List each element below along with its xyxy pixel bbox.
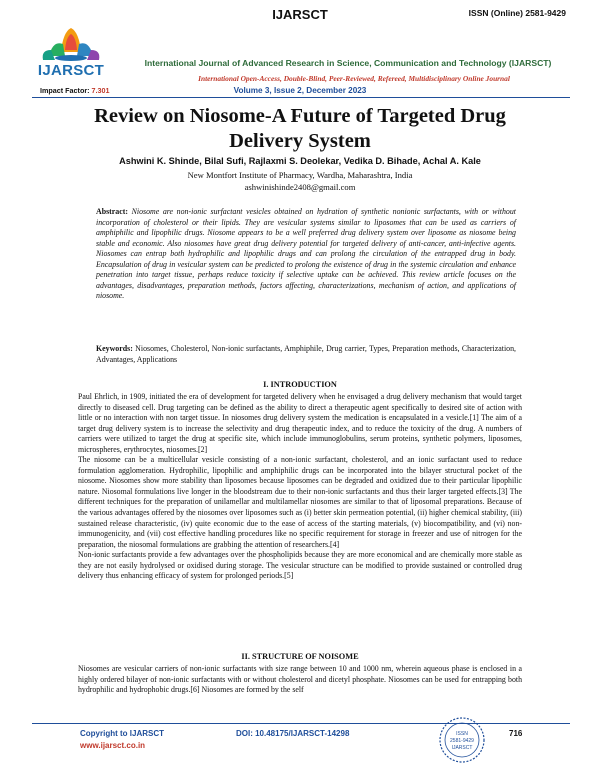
footer-rule [32, 723, 570, 724]
journal-short-name: IJARSCT [272, 7, 328, 22]
issn-stamp [438, 716, 486, 764]
paragraph: Niosomes are vesicular carriers of non-ionic surfactants with size range between 10 and 1000 nm, wherein aqueous phase is enclosed in a highly ordered bilayer of non-ionic surfactants with or without cholesterol and dicetyl phosphate. Niosomes can be used for entrapping both hydrophilic and hydrophobic drugs.[6] Niosomes are formed by the self [78, 664, 522, 695]
introduction-body [78, 392, 522, 582]
keywords-text: Niosomes, Cholesterol, Non-ionic surfactants, Amphiphile, Drug carrier, Types, Preparation methods, Characterization, Advantages, Applications [96, 344, 516, 364]
impact-value: 7.301 [91, 86, 110, 95]
keywords [96, 344, 516, 365]
stamp-line2: 2581-9429 [450, 738, 474, 744]
footer-doi: DOI: 10.48175/IJARSCT-14298 [236, 729, 350, 738]
impact-label: Impact Factor: [40, 86, 90, 95]
section-heading-structure: II. STRUCTURE OF NOISOME [241, 652, 359, 661]
header-rule [32, 97, 570, 98]
paragraph: Non-ionic surfactants provide a few advantages over the phospholipids because they are more economical and are chemically more stable as they are not easily hydrolysed or oxidised during storage. The vesicular structure can be modified to provide sustained or controlled drug delivery thus enhancing efficacy of system for prolonged periods.[5] [78, 550, 522, 581]
logo-text: IJARSCT [37, 62, 105, 79]
keywords-label: Keywords: [96, 344, 133, 353]
structure-body [78, 664, 522, 696]
footer-url-link[interactable]: www.ijarsct.co.in [80, 741, 146, 750]
abstract-label: Abstract: [96, 207, 128, 216]
authors: Ashwini K. Shinde, Bilal Sufi, Rajlaxmi S. Deolekar, Vedika D. Bihade, Achal A. Kale [119, 156, 481, 166]
abstract [96, 207, 516, 302]
paragraph: The niosome can be a multicellular vesicle consisting of a non-ionic surfactant, cholesterol, and an ionic surfactant used to reduce formulation agglomeration. Hydrophilic, lipophilic and amphiphilic drugs can be incorporated into the bilayer structural pocket of the niosome. Niosomes show more stability than liposomes because liposomes can be degraded and oxidized due to their particular lipophilic nature. Niosomal formulations live longer in the bloodstream due to their non-ionic surfactants and thus their larger targeted effects.[3] The different techniques for the preparation of unilamellar and multilamellar niosomes are similar to that of liposomal preparations. Because of the various advantages offered by the niosomes over liposomes such as (i) better skin permeation potential, (ii) higher chemical stability, (iii) sustained release characteristic, (iv) quite economic due to the ease of access of the starting materials, (v) biocompatibility, and (vi) non-immunogenicity, and (vii) cost effective handling procedures like no specific requirement for storage in freezer and use of nitrogen for the preparation, the niosomal formulations are grabbing the attention of researchers.[4] [78, 455, 522, 549]
ijarsct-logo [28, 24, 114, 90]
journal-subtitle: International Open-Access, Double-Blind, Peer-Reviewed, Refereed, Multidisciplinary Online Journal [198, 74, 510, 83]
paper-title [40, 104, 560, 154]
stamp-line3: IJARSCT [451, 745, 473, 751]
volume-issue: Volume 3, Issue 2, December 2023 [233, 86, 367, 95]
paper-title-line1: Review on Niosome-A Future of Targeted Drug [94, 105, 506, 127]
journal-title: International Journal of Advanced Research in Science, Communication and Technology (IJARSCT) [144, 58, 552, 68]
abstract-text: Niosome are non-ionic surfactant vesicles obtained on hydration of synthetic nonionic surfactants, with or without incorporation of cholesterol or their lipids. They are vesicular systems similar to liposomes that can be used as carriers of amphiphilic and lipophilic drugs. Niosome appears to be a well preferred drug delivery system over liposome as niosome being stable and economic. Also niosomes have great drug delivery potential for targeted delivery of anti-cancer, anti-infective agents. Niosomes can entrap both hydrophilic and lipophilic drugs and can prolong the circulation of the entrapped drug in body. Encapsulation of drug in vesicular system can be predicted to prolong the existence of drug in the systemic circulation and enhance penetration into target tissue, perhaps reduce toxicity if selective uptake can be achieved. This review article focuses on the advantages, disadvantages, preparation methods, factors affecting, characterizations, mechanism of action, and applications of niosome. [96, 207, 516, 300]
affiliation: New Montfort Institute of Pharmacy, Wardha, Maharashtra, India [187, 170, 413, 180]
issn-label: ISSN (Online) 2581-9429 [468, 8, 566, 18]
paper-title-line2: Delivery System [229, 130, 371, 152]
footer-copyright: Copyright to IJARSCT [80, 729, 164, 738]
author-email: ashwinishinde2408@gmail.com [244, 182, 356, 192]
stamp-line1: ISSN [456, 731, 468, 737]
paragraph: Paul Ehrlich, in 1909, initiated the era of development for targeted delivery when he envisaged a drug delivery mechanism that would target directly to diseased cell. Drug targeting can be defined as the ability to direct a therapeutic agent specifically to desired site of action with little or no interaction with non target tissue. In niosomes drug delivery system the medication is encapsulated in a vesicle.[1] The aim of a target drug delivery system is to increase the selectivity and drug therapeutic index, and to reduce the toxicity of the drug. A numbers of carriers were utilized to target the drug at specific site, which include immunoglobulins, serum proteins, synthetic polymers, liposomes, microspheres, erythrocytes, niosomes.[2] [78, 392, 522, 454]
section-heading-introduction: I. INTRODUCTION [263, 380, 337, 389]
page-number: 716 [509, 729, 523, 738]
